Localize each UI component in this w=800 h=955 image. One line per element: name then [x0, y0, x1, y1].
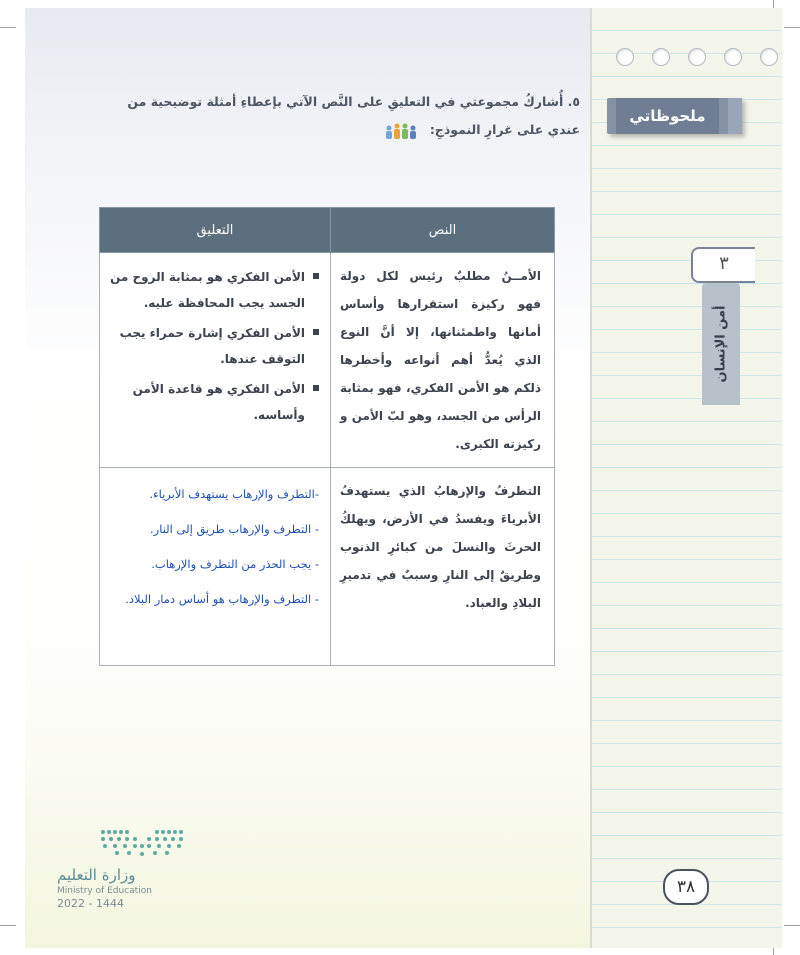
- list-item: الأمن الفكري إشارة حمراء يجب التوقف عندها.: [107, 320, 321, 372]
- list-item: -التطرف والإرهاب يستهدف الأبرياء.: [149, 487, 319, 501]
- header-comment: التعليق: [100, 208, 331, 253]
- binder-hole-icon: [724, 48, 742, 66]
- header-text: النص: [331, 208, 555, 253]
- crop-mark: [784, 925, 800, 926]
- unit-name: أمن الإنسان: [713, 305, 729, 383]
- ministry-branding: [57, 866, 152, 910]
- binder-hole-icon: [652, 48, 670, 66]
- binder-hole-icon: [616, 48, 634, 66]
- unit-number: ٣: [691, 247, 755, 283]
- list-item: - يجب الحذر من التطرف والإرهاب.: [151, 557, 319, 571]
- crop-mark: [0, 925, 16, 926]
- group-people-icon: [383, 121, 419, 141]
- passage-cell: [331, 253, 555, 468]
- crop-mark: [784, 27, 800, 28]
- notes-tab: [607, 98, 742, 134]
- answer-list: [101, 469, 329, 631]
- page-number: ٣٨: [663, 869, 709, 905]
- passage-text: التطرفُ والإرهابُ الذي يستهدفُ الأبرياءَ ويفسدُ في الأرض، ويهلكُ الحرثَ والنسلَ من كبائرِ الذنوب وطريقٌ إلى النارِ وسببٌ في تدميرِ البلادِ والعباد.: [340, 484, 541, 610]
- ministry-year: 2022 - 1444: [57, 897, 124, 910]
- ministry-name-ar: وزارة التعليم: [57, 866, 136, 884]
- notes-tab-label: ملحوظاتي: [616, 98, 719, 134]
- notes-tab-edge: [728, 98, 742, 134]
- list-item: - التطرف والإرهاب هو أساس دمار البلاد.: [125, 592, 319, 606]
- crop-mark: [0, 27, 16, 28]
- notes-panel: [590, 8, 782, 948]
- ministry-logo-icon: [97, 827, 187, 861]
- binder-hole-icon: [760, 48, 778, 66]
- answer-cell: [100, 468, 331, 666]
- binder-hole-icon: [688, 48, 706, 66]
- question: [110, 88, 580, 144]
- notes-divider: [590, 8, 592, 948]
- comment-table: [99, 207, 555, 666]
- passage-text: الأمــنُ مطلبٌ رئيس لكل دولة فهو ركيزة استقرارها وأساس أمانها واطمئنانها، إلا أنَّ النوع الذي يُعدُّ أهم أنواعه وأخطرها ذلكم هو الأمن الفكري، فهو بمثابة الرأس من الجسد، وهو لبّ الأمن و ركيزته الكبرى.: [340, 269, 541, 451]
- list-item: - التطرف والإرهاب طريق إلى النار.: [149, 522, 319, 536]
- unit-tab: [702, 283, 740, 405]
- table-row: [100, 253, 555, 468]
- passage-cell: [331, 468, 555, 666]
- list-item: الأمن الفكري هو قاعدة الأمن وأساسه.: [107, 376, 321, 428]
- table-row: [100, 468, 555, 666]
- list-item: الأمن الفكري هو بمثابة الروح من الجسد يجب المحافظة عليه.: [107, 264, 321, 316]
- comment-cell: [100, 253, 331, 468]
- ministry-name-en: Ministry of Education: [57, 886, 152, 896]
- question-text: ٥. أُشاركُ مجموعتي في التعليقِ على النَّص الآتي بإعطاءِ أمثلة توضيحية من عندي على غرارِ النموذجِ:: [127, 94, 580, 137]
- comment-list: [101, 254, 329, 440]
